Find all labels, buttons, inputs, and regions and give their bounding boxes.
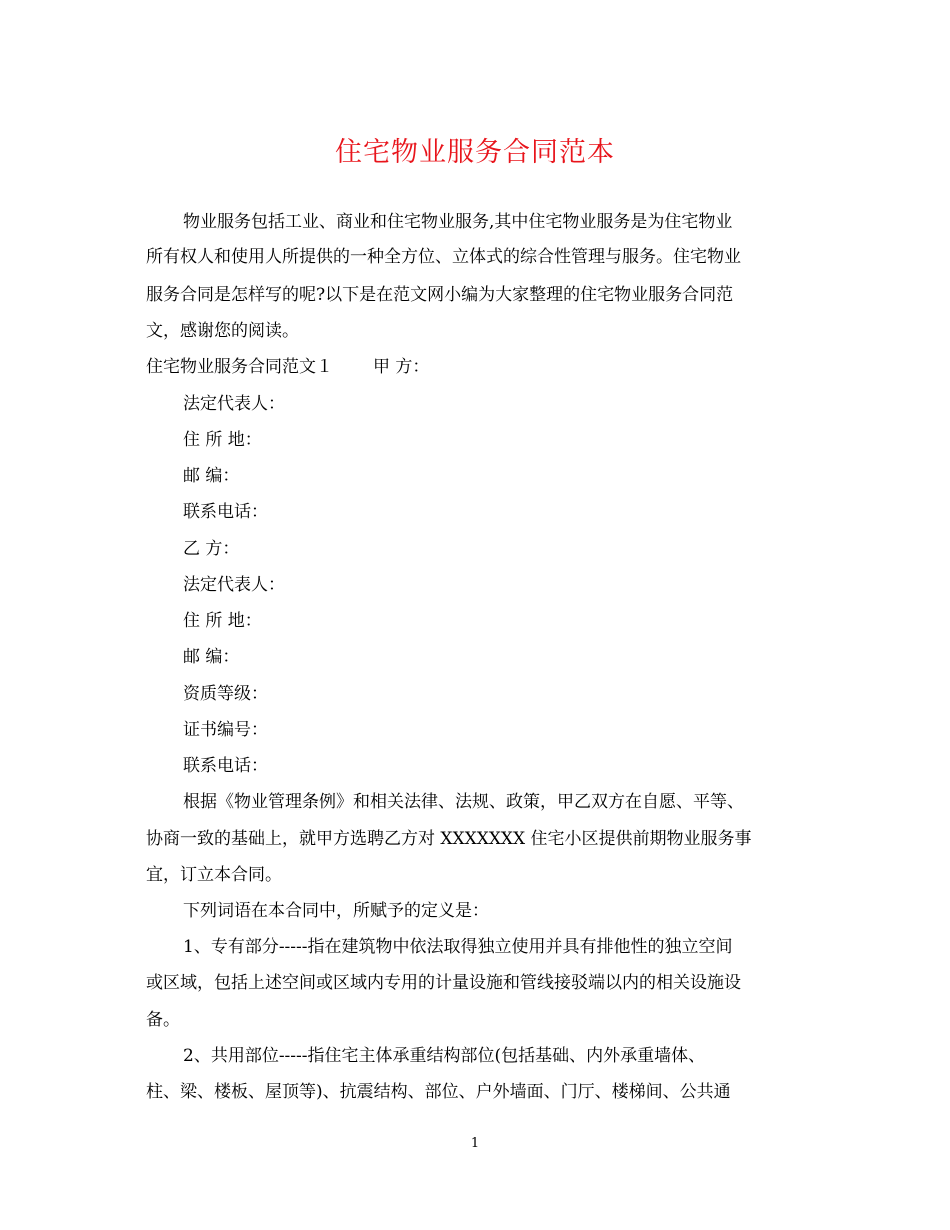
- party-b-field: 联系电话：: [183, 756, 268, 776]
- document-title: 住宅物业服务合同范本: [335, 137, 615, 168]
- intro-line: 所有权人和使用人所提供的一种全方位、立体式的综合性管理与服务。住宅物业: [146, 247, 741, 267]
- intro-line: 物业服务包括工业、商业和住宅物业服务,其中住宅物业服务是为住宅物业: [183, 212, 733, 232]
- party-b-label: 乙 方：: [183, 539, 240, 559]
- party-a-label: 甲 方：: [373, 357, 430, 377]
- definition-line: 2、共用部位-----指住宅主体承重结构部位(包括基础、内外承重墙体、: [183, 1046, 706, 1066]
- example-heading: 住宅物业服务合同范文１: [146, 357, 333, 377]
- basis-line: 宜，订立本合同。: [146, 865, 282, 885]
- party-a-field: 邮 编：: [183, 466, 240, 486]
- party-a-field: 住 所 地：: [183, 430, 262, 450]
- party-a-field: 法定代表人：: [183, 394, 285, 414]
- definition-line: 1、专有部分-----指在建筑物中依法取得独立使用并具有排他性的独立空间: [183, 937, 733, 957]
- party-b-field: 法定代表人：: [183, 575, 285, 595]
- party-b-field: 证书编号：: [183, 720, 268, 740]
- definition-line: 或区域，包括上述空间或区域内专用的计量设施和管线接驳端以内的相关设施设: [146, 973, 741, 993]
- definition-line: 备。: [146, 1010, 180, 1030]
- page-number: 1: [470, 1136, 480, 1151]
- party-a-field: 联系电话：: [183, 502, 268, 522]
- party-b-field: 资质等级：: [183, 684, 268, 704]
- intro-line: 文，感谢您的阅读。: [146, 321, 299, 341]
- party-b-field: 住 所 地：: [183, 611, 262, 631]
- example-heading-line: [146, 357, 429, 377]
- definition-line: 柱、梁、楼板、屋顶等)、抗震结构、部位、户外墙面、门厅、楼梯间、公共通: [146, 1082, 731, 1102]
- basis-line: 协商一致的基础上，就甲方选聘乙方对 XXXXXXX 住宅小区提供前期物业服务事: [146, 829, 752, 849]
- basis-line: 根据《物业管理条例》和相关法律、法规、政策，甲乙双方在自愿、平等、: [183, 792, 744, 812]
- party-b-field: 邮 编：: [183, 647, 240, 667]
- intro-line: 服务合同是怎样写的呢?以下是在范文网小编为大家整理的住宅物业服务合同范: [146, 285, 734, 305]
- definitions-intro: 下列词语在本合同中，所赋予的定义是：: [183, 901, 489, 921]
